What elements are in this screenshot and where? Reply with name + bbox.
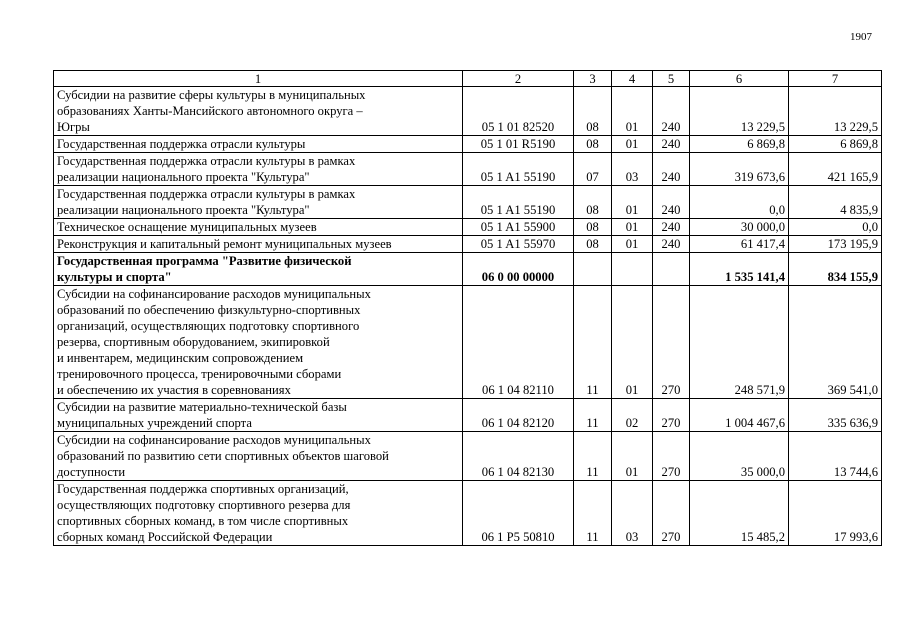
amount-cell: 13 744,6 [789, 432, 882, 481]
header-cell: 4 [612, 71, 653, 87]
row-name-cell [54, 253, 463, 286]
table-row [54, 253, 882, 286]
header-cell: 6 [690, 71, 789, 87]
target-article-cell: 05 1 01 R5190 [463, 136, 574, 153]
target-article-cell: 06 1 04 82110 [463, 286, 574, 399]
row-name-line: Субсидии на развитие сферы культуры в муниципальных [57, 88, 366, 102]
row-name-line: образованиях Ханты-Мансийского автономного округа – [57, 104, 363, 118]
row-name-line: спортивных сборных команд, в том числе спортивных [57, 514, 349, 528]
target-article-cell: 05 1 01 82520 [463, 87, 574, 136]
subsection-cell: 01 [612, 186, 653, 219]
row-name-line: осуществляющих подготовку спортивного резерва для [57, 498, 351, 512]
amount-cell: 13 229,5 [690, 87, 789, 136]
row-name-cell [54, 286, 463, 399]
target-article-cell: 05 1 A1 55970 [463, 236, 574, 253]
table-row [54, 432, 882, 481]
target-article-cell: 06 0 00 00000 [463, 253, 574, 286]
row-name-line: организаций, осуществляющих подготовку спортивного [57, 319, 360, 333]
row-name-line: образований по развитию сети спортивных объектов шаговой [57, 449, 389, 463]
subsection-cell: 03 [612, 481, 653, 546]
row-name-line: доступности [57, 465, 126, 479]
row-name-cell [54, 87, 463, 136]
expense-type-cell: 240 [653, 153, 690, 186]
row-name-line: Югры [57, 120, 90, 134]
amount-cell: 6 869,8 [690, 136, 789, 153]
amount-cell: 248 571,9 [690, 286, 789, 399]
row-name-cell [54, 236, 463, 253]
amount-cell: 173 195,9 [789, 236, 882, 253]
expense-type-cell: 240 [653, 87, 690, 136]
subsection-cell: 01 [612, 87, 653, 136]
row-name-line: реализации национального проекта "Культура" [57, 203, 310, 217]
expense-type-cell [653, 253, 690, 286]
table-row [54, 481, 882, 546]
section-cell [574, 253, 612, 286]
target-article-cell: 05 1 A1 55900 [463, 219, 574, 236]
amount-cell: 421 165,9 [789, 153, 882, 186]
row-name-line: Субсидии на софинансирование расходов муниципальных [57, 433, 371, 447]
section-cell: 08 [574, 236, 612, 253]
section-cell: 08 [574, 136, 612, 153]
subsection-cell [612, 253, 653, 286]
table-row [54, 399, 882, 432]
expense-type-cell: 240 [653, 136, 690, 153]
header-cell: 3 [574, 71, 612, 87]
section-cell: 11 [574, 432, 612, 481]
subsection-cell: 03 [612, 153, 653, 186]
section-cell: 08 [574, 186, 612, 219]
row-name-line: Реконструкция и капитальный ремонт муниципальных музеев [57, 237, 392, 251]
table-row [54, 186, 882, 219]
target-article-cell: 06 1 04 82120 [463, 399, 574, 432]
target-article-cell: 06 1 P5 50810 [463, 481, 574, 546]
table-row [54, 286, 882, 399]
row-name-line: реализации национального проекта "Культура" [57, 170, 310, 184]
section-cell: 08 [574, 219, 612, 236]
row-name-cell [54, 399, 463, 432]
row-name-line: и инвентарем, медицинским сопровождением [57, 351, 304, 365]
amount-cell: 30 000,0 [690, 219, 789, 236]
expense-type-cell: 270 [653, 481, 690, 546]
budget-table [53, 70, 882, 546]
amount-cell: 0,0 [690, 186, 789, 219]
amount-cell: 319 673,6 [690, 153, 789, 186]
amount-cell: 335 636,9 [789, 399, 882, 432]
section-cell: 11 [574, 286, 612, 399]
row-name-line: и обеспечению их участия в соревнованиях [57, 383, 291, 397]
subsection-cell: 01 [612, 286, 653, 399]
row-name-line: резерва, спортивным оборудованием, экипировкой [57, 335, 330, 349]
amount-cell: 4 835,9 [789, 186, 882, 219]
section-cell: 11 [574, 481, 612, 546]
amount-cell: 6 869,8 [789, 136, 882, 153]
section-cell: 11 [574, 399, 612, 432]
row-name-line: тренировочного процесса, тренировочными сборами [57, 367, 342, 381]
row-name-line: Государственная поддержка отрасли культуры в рамках [57, 154, 356, 168]
target-article-cell: 06 1 04 82130 [463, 432, 574, 481]
expense-type-cell: 270 [653, 399, 690, 432]
header-cell: 5 [653, 71, 690, 87]
target-article-cell: 05 1 A1 55190 [463, 153, 574, 186]
table-row [54, 219, 882, 236]
section-cell: 08 [574, 87, 612, 136]
amount-cell: 834 155,9 [789, 253, 882, 286]
subsection-cell: 01 [612, 136, 653, 153]
amount-cell: 15 485,2 [690, 481, 789, 546]
row-name-cell [54, 432, 463, 481]
row-name-line: Субсидии на софинансирование расходов муниципальных [57, 287, 371, 301]
expense-type-cell: 270 [653, 432, 690, 481]
table-row [54, 236, 882, 253]
expense-type-cell: 270 [653, 286, 690, 399]
header-cell: 1 [54, 71, 463, 87]
amount-cell: 1 004 467,6 [690, 399, 789, 432]
row-name-cell [54, 186, 463, 219]
expense-type-cell: 240 [653, 236, 690, 253]
header-cell: 2 [463, 71, 574, 87]
row-name-cell [54, 153, 463, 186]
expense-type-cell: 240 [653, 186, 690, 219]
header-cell: 7 [789, 71, 882, 87]
row-name-line: Государственная поддержка отрасли культуры в рамках [57, 187, 356, 201]
subsection-cell: 01 [612, 219, 653, 236]
table-row [54, 87, 882, 136]
expense-type-cell: 240 [653, 219, 690, 236]
table-row [54, 153, 882, 186]
row-name-line: культуры и спорта" [57, 270, 172, 284]
row-name-line: Государственная поддержка спортивных организаций, [57, 482, 349, 496]
row-name-line: Государственная поддержка отрасли культуры [57, 137, 306, 151]
row-name-line: Техническое оснащение муниципальных музеев [57, 220, 317, 234]
row-name-cell [54, 481, 463, 546]
amount-cell: 0,0 [789, 219, 882, 236]
row-name-cell [54, 136, 463, 153]
amount-cell: 61 417,4 [690, 236, 789, 253]
row-name-line: Субсидии на развитие материально-технической базы [57, 400, 347, 414]
row-name-cell [54, 219, 463, 236]
row-name-line: сборных команд Российской Федерации [57, 530, 273, 544]
table-row [54, 136, 882, 153]
row-name-line: Государственная программа "Развитие физической [57, 254, 352, 268]
subsection-cell: 01 [612, 432, 653, 481]
table-header-row [54, 71, 882, 87]
page-number: 1907 [850, 31, 872, 43]
subsection-cell: 01 [612, 236, 653, 253]
section-cell: 07 [574, 153, 612, 186]
amount-cell: 1 535 141,4 [690, 253, 789, 286]
amount-cell: 13 229,5 [789, 87, 882, 136]
row-name-line: образований по обеспечению физкультурно-спортивных [57, 303, 361, 317]
target-article-cell: 05 1 A1 55190 [463, 186, 574, 219]
amount-cell: 35 000,0 [690, 432, 789, 481]
row-name-line: муниципальных учреждений спорта [57, 416, 252, 430]
amount-cell: 369 541,0 [789, 286, 882, 399]
amount-cell: 17 993,6 [789, 481, 882, 546]
subsection-cell: 02 [612, 399, 653, 432]
